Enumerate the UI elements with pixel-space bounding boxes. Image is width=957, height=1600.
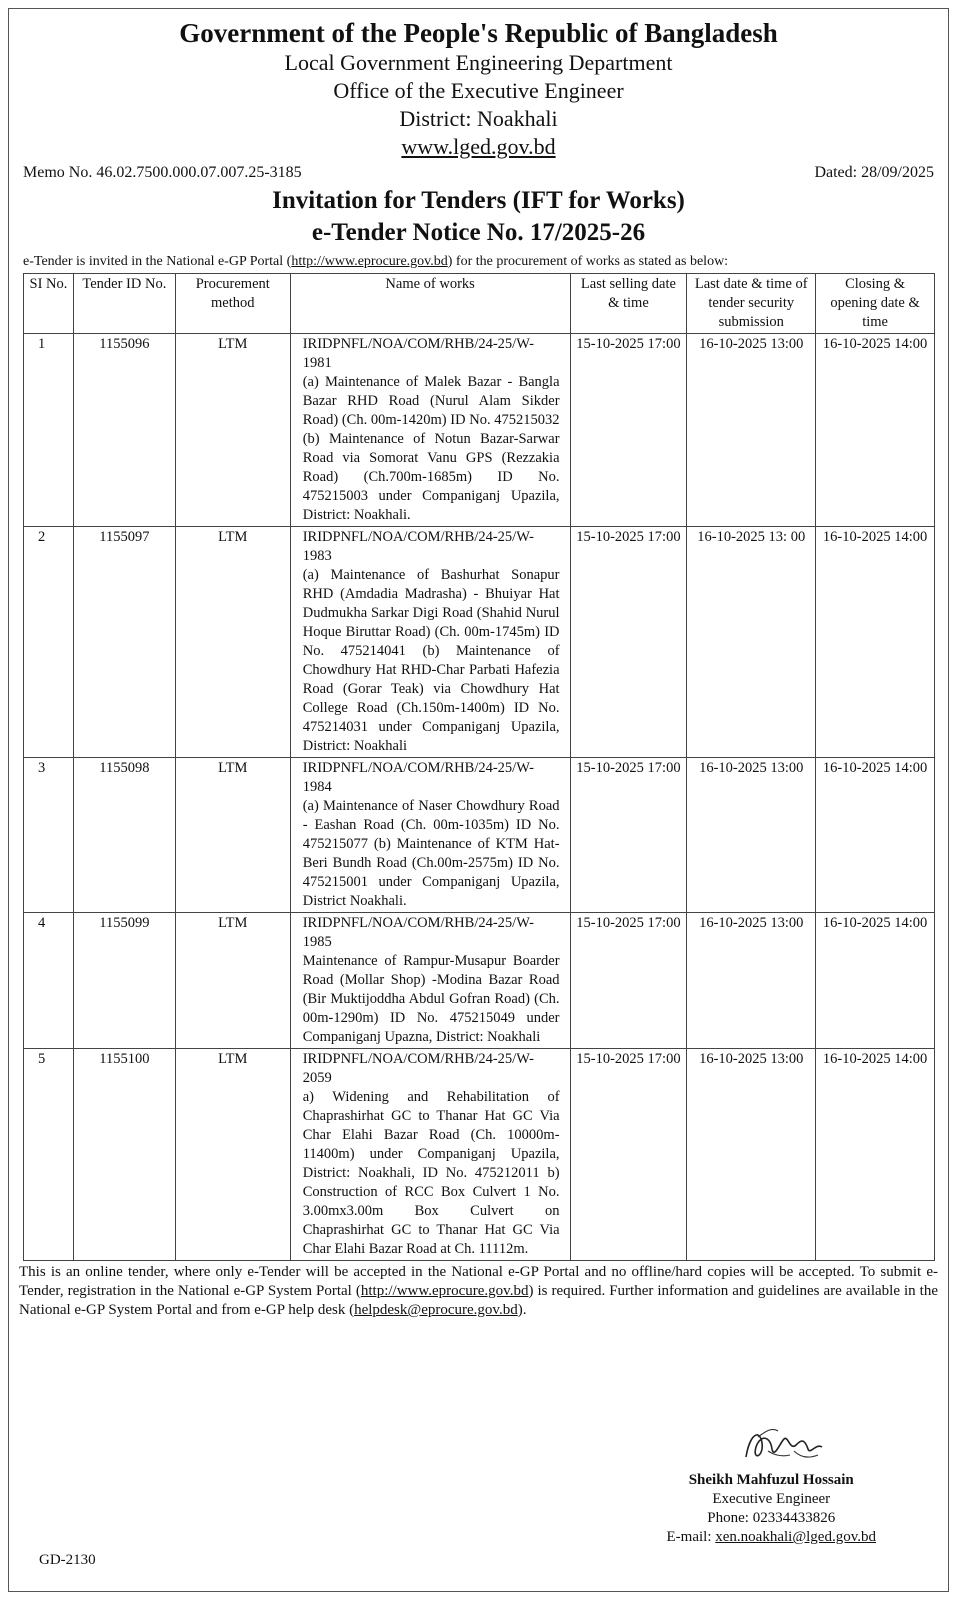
tender-id-cell: 1155098	[73, 758, 175, 913]
works-description: (a) Maintenance of Bashurhat Sonapur RHD (Amdadia Madrasha) - Bhuiyar Hat Dudmukha Sarkar Digi Road (Shahid Nurul Hoque Biruttar Road) (Ch. 00m-1745m) ID No. 475214041 (b) Maintenance of Chowdhury Hat RHD-Char Parbati Hafezia Road (Gorar Teak) via Chowdhury Hat College Road (Ch.150m-1400m) ID No. 475214031 under Companiganj Upazila, District: Noakhali	[302, 567, 560, 754]
col-header-closing: Closing & opening date & time	[816, 274, 935, 334]
intro-after: ) for the procurement of works as stated as below:	[447, 254, 729, 269]
letterhead	[9, 17, 948, 161]
table-row	[24, 527, 935, 758]
email-link[interactable]: xen.noakhali@lged.gov.bd	[715, 1529, 876, 1545]
works-cell	[290, 1049, 570, 1261]
table-row	[24, 334, 935, 527]
sl-cell: 1	[24, 334, 74, 527]
works-description: Maintenance of Rampur-Musapur Boarder Road (Mollar Shop) -Modina Bazar Road (Bir Muktijoddha Abdul Gofran Road) (Ch. 00m-1290m) ID No. 475215049 under Companiganj Upazna, District: Noakhali	[302, 953, 560, 1045]
tender-id-cell: 1155097	[73, 527, 175, 758]
government-title: Government of the People's Republic of Bangladesh	[179, 18, 778, 48]
footer-eprocure-link[interactable]: http://www.eprocure.gov.bd	[360, 1283, 529, 1299]
helpdesk-email-link[interactable]: helpdesk@eprocure.gov.bd	[354, 1302, 518, 1318]
eprocure-link[interactable]: http://www.eprocure.gov.bd	[291, 254, 448, 269]
security-cell: 16-10-2025 13:00	[687, 1049, 816, 1261]
works-code: IRIDPNFL/NOA/COM/RHB/24-25/W-1984	[302, 760, 534, 795]
closing-cell: 16-10-2025 14:00	[816, 527, 935, 758]
works-cell	[290, 913, 570, 1049]
selling-cell: 15-10-2025 17:00	[570, 913, 687, 1049]
security-cell: 16-10-2025 13:00	[687, 758, 816, 913]
method-cell: LTM	[175, 758, 290, 913]
selling-cell: 15-10-2025 17:00	[570, 527, 687, 758]
closing-cell: 16-10-2025 14:00	[816, 1049, 935, 1261]
tender-table	[23, 273, 935, 1261]
memo-row	[9, 163, 948, 183]
col-header-works: Name of works	[290, 274, 570, 334]
works-code: IRIDPNFL/NOA/COM/RHB/24-25/W-2059	[302, 1051, 534, 1086]
method-cell: LTM	[175, 913, 290, 1049]
tender-id-cell: 1155100	[73, 1049, 175, 1261]
ift-title: Invitation for Tenders (IFT for Works)	[272, 187, 685, 214]
security-cell: 16-10-2025 13:00	[687, 913, 816, 1049]
sl-cell: 3	[24, 758, 74, 913]
signature-block	[667, 1471, 876, 1547]
intro-text	[9, 253, 948, 271]
email-label: E-mail:	[666, 1529, 716, 1545]
notice-page	[8, 8, 949, 1592]
table-header-row	[24, 274, 935, 334]
method-cell: LTM	[175, 527, 290, 758]
selling-cell: 15-10-2025 17:00	[570, 1049, 687, 1261]
office-name: Office of the Executive Engineer	[333, 78, 624, 103]
tender-id-cell: 1155096	[73, 334, 175, 527]
signatory-name: Sheikh Mahfuzul Hossain	[688, 1472, 854, 1488]
footer-p3: ).	[517, 1302, 527, 1318]
closing-cell: 16-10-2025 14:00	[816, 334, 935, 527]
col-header-tender-id: Tender ID No.	[73, 274, 175, 334]
memo-number: Memo No. 46.02.7500.000.07.007.25-3185	[23, 164, 302, 181]
handwritten-signature	[738, 1421, 828, 1469]
col-header-selling: Last selling date & time	[570, 274, 687, 334]
sl-cell: 4	[24, 913, 74, 1049]
works-description: a) Widening and Rehabilitation of Chaprashirhat GC to Thanar Hat GC Via Char Elahi Bazar Road (Ch. 10000m-11400m) under Companiganj Upazila, District: Noakhali, ID No. 475212011 b) Construction of RCC Box Culvert 1 No. 3.00mx3.00m Box Culvert on Chaprashirhat GC to Thanar Hat GC Via Char Elahi Bazar Road at Ch. 11112m.	[302, 1089, 560, 1257]
table-row	[24, 913, 935, 1049]
method-cell: LTM	[175, 1049, 290, 1261]
col-header-security: Last date & time of tender security submission	[687, 274, 816, 334]
website-link[interactable]: www.lged.gov.bd	[401, 134, 556, 159]
signatory-designation: Executive Engineer	[712, 1491, 831, 1507]
signatory-email	[667, 1528, 876, 1547]
method-cell: LTM	[175, 334, 290, 527]
works-code: IRIDPNFL/NOA/COM/RHB/24-25/W-1983	[302, 529, 534, 564]
works-description: (a) Maintenance of Naser Chowdhury Road - Eashan Road (Ch. 00m-1035m) ID No. 475215077 (b) Maintenance of KTM Hat-Beri Bundh Road (Ch.00m-2575m) ID No. 475215001 under Companiganj Upazila, District Noakhali.	[302, 798, 560, 909]
sl-cell: 2	[24, 527, 74, 758]
works-description: (a) Maintenance of Malek Bazar - Bangla Bazar RHD Road (Nurul Alam Sikder Road) (Ch. 00m-1420m) ID No. 475215032 (b) Maintenance of Notun Bazar-Sarwar Road via Somorat Vanu GPS (Rezzakia Road) (Ch.700m-1685m) ID No. 475215003 under Companiganj Upazila, District: Noakhali.	[302, 374, 560, 523]
works-cell	[290, 334, 570, 527]
table-row	[24, 758, 935, 913]
col-header-method: Procurement method	[175, 274, 290, 334]
works-code: IRIDPNFL/NOA/COM/RHB/24-25/W-1981	[302, 336, 534, 371]
footer-note	[9, 1261, 948, 1320]
table-row	[24, 1049, 935, 1261]
intro-before: e-Tender is invited in the National e-GP Portal (	[23, 254, 292, 269]
security-cell: 16-10-2025 13:00	[687, 334, 816, 527]
works-cell	[290, 758, 570, 913]
memo-date: Dated: 28/09/2025	[814, 164, 934, 181]
closing-cell: 16-10-2025 14:00	[816, 758, 935, 913]
tender-id-cell: 1155099	[73, 913, 175, 1049]
works-cell	[290, 527, 570, 758]
signatory-phone: Phone: 02334433826	[707, 1510, 836, 1526]
department-name: Local Government Engineering Department	[284, 50, 673, 75]
security-cell: 16-10-2025 13: 00	[687, 527, 816, 758]
selling-cell: 15-10-2025 17:00	[570, 758, 687, 913]
footer-p2: ) is required. Further information and guidelines are available in the National e-GP System Portal and from e-GP help desk (	[19, 1283, 938, 1318]
district-name: District: Noakhali	[399, 106, 558, 131]
sl-cell: 5	[24, 1049, 74, 1261]
col-header-sl: SI No.	[24, 274, 74, 334]
works-code: IRIDPNFL/NOA/COM/RHB/24-25/W-1985	[302, 915, 534, 950]
footer-p1: This is an online tender, where only e-Tender will be accepted in the National e-GP Portal and no offline/hard copies will be accepted. To submit e-Tender, registration in the National e-GP System Portal (	[19, 1264, 938, 1299]
closing-cell: 16-10-2025 14:00	[816, 913, 935, 1049]
selling-cell: 15-10-2025 17:00	[570, 334, 687, 527]
notice-number: e-Tender Notice No. 17/2025-26	[311, 219, 646, 246]
gd-number: GD-2130	[39, 1552, 96, 1568]
